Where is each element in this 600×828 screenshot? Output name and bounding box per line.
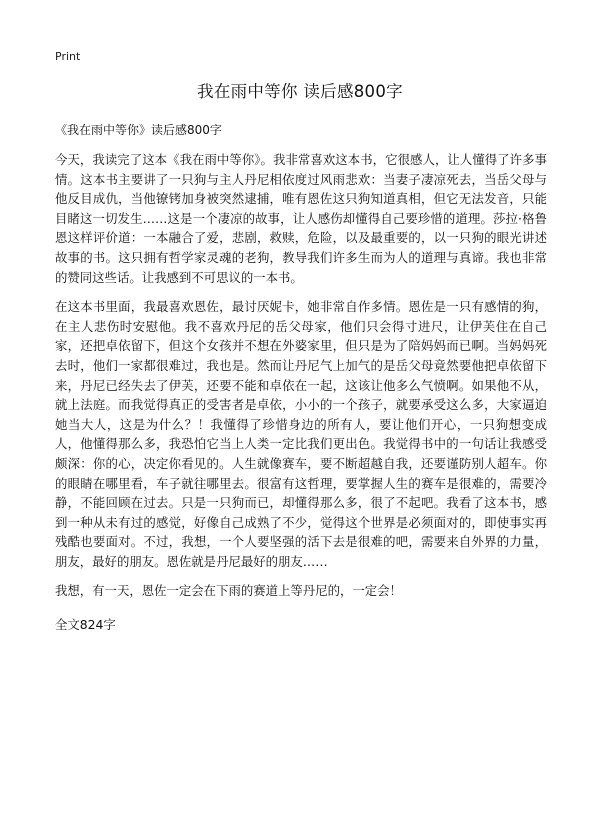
paragraph-1: 今天，我读完了这本《我在雨中等你》。我非常喜欢这本书，它很感人，让人懂得了许多事情。这本书主要讲了一只狗与主人丹尼相依度过风雨悲欢：当妻子凄凉死去，当岳父母与他反目成仇，当他镣铐加身被突然逮捕，唯有恩佐这只狗知道真相，但它无法发音，只能目睹这一切发生……这是一个凄凉的故事，让人感伤却懂得自己要珍惜的道理。莎拉·格鲁恩这样评价道：一本融合了爱，悲剧，救赎，危险，以及最重要的，以一只狗的眼光讲述故事的书。这只拥有哲学家灵魂的老狗，教导我们许多生而为人的道理与真谛。我也非常的赞同这些话。让我感到不可思议的一本书。 [55,152,547,285]
article-body [55,150,547,645]
print-link[interactable]: Print [55,50,81,63]
paragraph-2: 在这本书里面，我最喜欢恩佐，最讨厌妮卡，她非常自作多情。恩佐是一只有感情的狗，在主人悲伤时安慰他。我不喜欢丹尼的岳父母家，他们只会得寸进尺，让伊芙住在自己家，还把卓依留下，但这个女孩并不想在外婆家里，但只是为了陪妈妈而已啊。当妈妈死去时，他们一家都很难过，我也是。然而让丹尼气上加气的是岳父母竟然要他把卓依留下来，丹尼已经失去了伊芙，还要不能和卓依在一起，这该让他多么气愤啊。如果他不从，就上法庭。而我觉得真正的受害者是卓依，小小的一个孩子，就要承受这么多，大家逼迫她当大人，这是为什么？！我懂得了珍惜身边的所有人，要让他们开心，一只狗想变成人，他懂得那么多，我恐怕它当上人类一定比我们更出色。我觉得书中的一句话让我感受颇深：你的心，决定你看见的。人生就像赛车，要不断超越自我，还要谨防别人超车。你的眼睛在哪里看，车子就往哪里去。很富有这哲理，要掌握人生的赛车是很难的，需要冷静，不能回顾在过去。只是一只狗而已，却懂得那么多，很了不起吧。我看了这本书，感到一种从未有过的感觉，好像自己成熟了不少，觉得这个世界是必须面对的，即使事实再残酷也要面对。不过，我想，一个人要坚强的活下去是很难的吧，需要来自外界的力量，朋友，最好的朋友。恩佐就是丹尼最好的朋友…… [55,299,547,569]
document-subtitle: 《我在雨中等你》读后感800字 [55,123,222,137]
paragraph-3: 我想，有一天，恩佐一定会在下雨的赛道上等丹尼的，一定会！ [55,583,402,599]
page-title: 我在雨中等你 读后感800字 [197,82,403,101]
word-count: 全文824字 [55,617,116,633]
